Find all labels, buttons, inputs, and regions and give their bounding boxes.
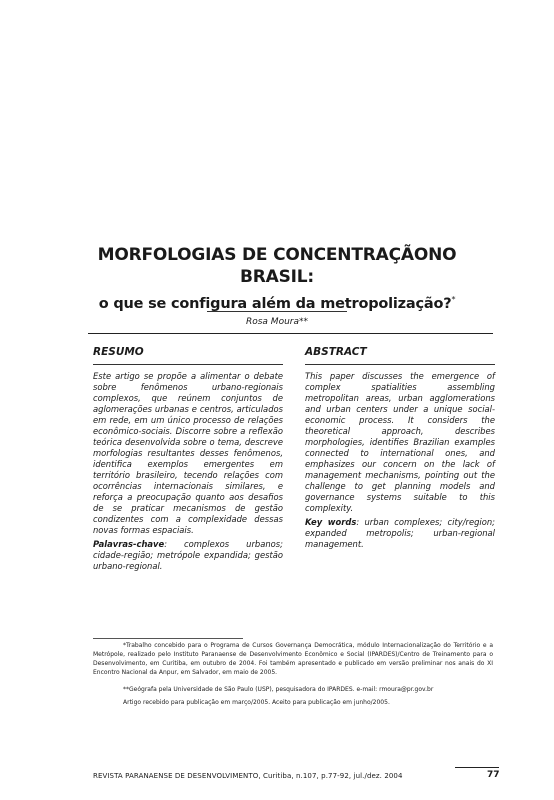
resumo-column	[93, 347, 283, 572]
footnote-1: *Trabalho concebido para o Programa de Cursos Governança Democrática, módulo Internacionalização do Território e a Metrópole, realizado pelo Instituto Paranaense de Desenvolvimento Econômico e Social (IPARDES)/Centro de Treinamento para o Desenvolvimento, em Curitiba, em outubro de 2004. Foi também apresentado e publicado em versão preliminar nos anais do XI Encontro Nacional da Anpur, em Salvador, em maio de 2005.	[93, 642, 493, 676]
footnote-2: **Geógrafa pela Universidade de São Paulo (USP), pesquisadora do IPARDES. e-mail: rmoura@pr.gov.br	[123, 686, 434, 693]
resumo-keywords-text: : complexos urbanos; cidade-região; metrópole expandida; gestão urbano-regional.	[93, 539, 283, 571]
resumo-keywords	[93, 539, 283, 572]
author-name: Rosa Moura**	[245, 317, 308, 327]
page-number: 77	[487, 770, 500, 780]
header-rule	[88, 333, 493, 334]
abstract-column	[305, 347, 495, 550]
resumo-body: Este artigo se propõe a alimentar o debate sobre fenômenos urbano-regionais complexos, que reúnem conjuntos de aglomerações urbanas e centros, articulados em rede, em um único processo de relações econômico-sociais. Discorre sobre a reflexão teórica desenvolvida sobre o tema, descreve morfologias resultantes desses fenômenos, identifica exemplos emergentes em território brasileiro, tecendo relações com ocorrências internacionais similares, e reforça a preocupação quanto aos desafios de se praticar mecanismos de gestão condizentes com a complexidade dessas novas formas espaciais.	[93, 371, 283, 535]
footnote-rule	[93, 638, 243, 639]
abstract-rule	[305, 364, 495, 365]
abstract-body: This paper discusses the emergence of complex spatialities assembling metropolitan areas, urban agglomerations and urban centers under a unique social-economic process. It considers the theoretical approach, describes morphologies, identifies Brazilian examples connected to international ones, and emphasizes our concern on the lack of management mechanisms, pointing out the challenge to get planning models and governance systems suitable to this complexity.	[305, 371, 495, 513]
abstract-keywords-label: Key words	[305, 517, 357, 527]
title-footnote-mark: *	[451, 295, 456, 304]
abstract-keywords-text: : urban complexes; city/region; expanded metropolis; urban-regional management.	[305, 517, 496, 549]
resumo-heading: RESUMO	[93, 346, 144, 358]
title-line-1: MORFOLOGIAS DE CONCENTRAÇÃONO BRASIL:	[97, 245, 457, 287]
resumo-keywords-label: Palavras-chave	[93, 539, 165, 549]
journal-citation: REVISTA PARANAENSE DE DESENVOLVIMENTO, Curitiba, n.107, p.77-92, jul./dez. 2004	[93, 772, 403, 780]
footnote-3: Artigo recebido para publicação em março/2005. Aceito para publicação em junho/2005.	[123, 699, 390, 706]
resumo-rule	[93, 364, 283, 365]
article-title	[60, 244, 494, 315]
page-number-rule	[455, 767, 499, 768]
title-divider	[207, 311, 347, 312]
title-line-2-text: o que se configura além da metropolização?	[98, 295, 452, 312]
abstract-keywords	[305, 517, 495, 550]
abstract-heading: ABSTRACT	[305, 346, 367, 358]
